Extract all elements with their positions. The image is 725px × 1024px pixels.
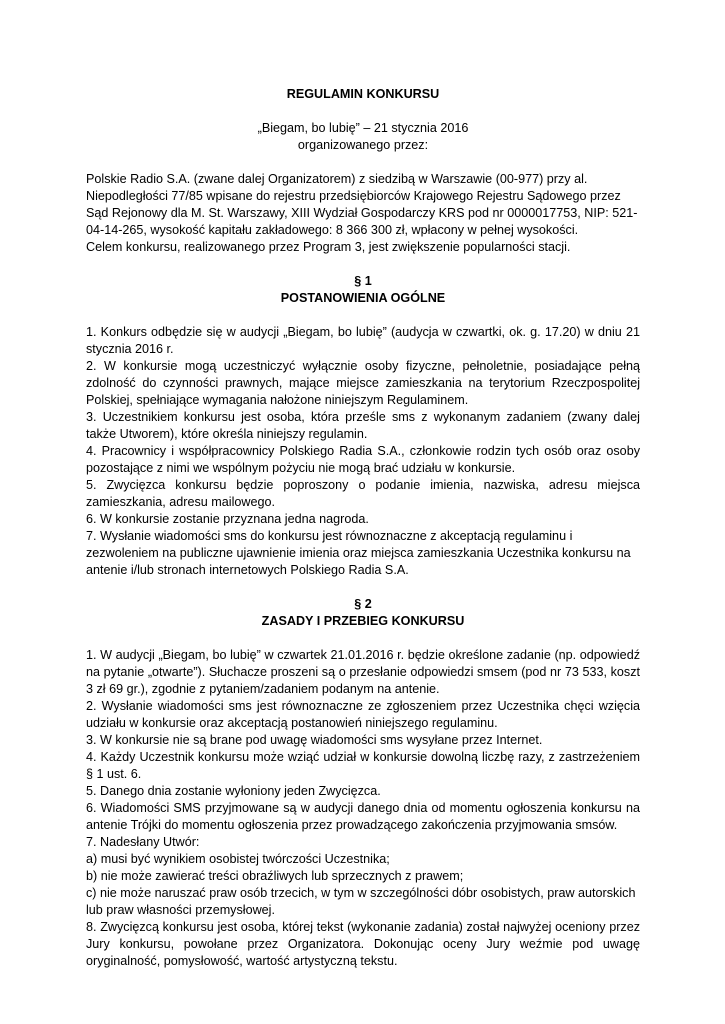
intro-text: Celem konkursu, realizowanego przez Program 3, jest zwiększenie popularności stacji. <box>86 240 571 254</box>
list-item: 5. Zwycięzca konkursu będzie poproszony o podanie imienia, nazwiska, adresu miejsca zamieszkania, adresu mailowego. <box>86 478 640 509</box>
list-item: b) nie może zawierać treści obraźliwych lub sprzecznych z prawem; <box>86 869 464 883</box>
subtitle-line: organizowanego przez: <box>297 138 429 152</box>
subtitle-line: „Biegam, bo lubię” – 21 stycznia 2016 <box>257 121 469 135</box>
list-item: 4. Pracownicy i współpracownicy Polskiego Radia S.A., członkowie rodzin tych osób oraz osoby pozostające z nimi we wspólnym pożyciu nie mogą brać udziału w konkursie. <box>86 444 640 475</box>
intro-text: Polskie Radio S.A. (zwane dalej Organizatorem) z siedzibą w Warszawie (00-977) przy al. Niepodległości 77/85 wpisane do rejestru przedsiębiorców Krajowego Rejestru Sądowego przez Sąd Rejonowy dla M. St. Warszawy, XIII Wydział Gospodarczy KRS pod nr 0000017753, NIP: 521-04-14-265, wysokość kapitału zakładowego: 8 366 300 zł, wpłacony w pełnej wysokości. <box>86 172 638 237</box>
list-item: a) musi być wynikiem osobistej twórczości Uczestnika; <box>86 852 390 866</box>
list-item: 8. Zwycięzcą konkursu jest osoba, której tekst (wykonanie zadania) został najwyżej oceniony przez Jury konkursu, powołane przez Organizatora. Dokonując oceny Jury weźmie pod uwagę oryginalność, pomysłowość, wartość artystyczną tekstu. <box>86 920 640 968</box>
list-item: 3. Uczestnikiem konkursu jest osoba, która prześle sms z wykonanym zadaniem (zwany dalej także Utworem), które określa niniejszy regulamin. <box>86 410 640 441</box>
document-subtitle <box>86 120 640 154</box>
list-item: 7. Nadesłany Utwór: <box>86 835 200 849</box>
section-1-heading <box>86 273 640 307</box>
section-2-body <box>86 647 640 970</box>
list-item: 7. Wysłanie wiadomości sms do konkursu jest równoznaczne z akceptacją regulaminu i zezwoleniem na publiczne ujawnienie imienia oraz miejsca zamieszkania Uczestnika konkursu na antenie i/lub stronach internetowych Polskiego Radia S.A. <box>86 529 631 577</box>
section-number: § 1 <box>354 274 372 288</box>
list-item: 6. W konkursie zostanie przyznana jedna nagroda. <box>86 512 369 526</box>
list-item: 3. W konkursie nie są brane pod uwagę wiadomości sms wysyłane przez Internet. <box>86 733 543 747</box>
section-title: POSTANOWIENIA OGÓLNE <box>280 291 446 305</box>
list-item: 6. Wiadomości SMS przyjmowane są w audycji danego dnia od momentu ogłoszenia konkursu na antenie Trójki do momentu ogłoszenia przez prowadzącego zakończenia przyjmowania smsów. <box>86 801 640 832</box>
list-item: 2. Wysłanie wiadomości sms jest równoznaczne ze zgłoszeniem przez Uczestnika chęci wzięcia udziału w konkursie oraz akceptacją postanowień niniejszego regulaminu. <box>86 699 640 730</box>
list-item: 1. W audycji „Biegam, bo lubię” w czwartek 21.01.2016 r. będzie określone zadanie (np. odpowiedź na pytanie „otwarte”). Słuchacze proszeni są o przesłanie odpowiedzi smsem (pod nr 73 533, koszt 3 zł 69 gr.), zgodnie z pytaniem/zadaniem podanym na antenie. <box>86 648 640 696</box>
list-item: 4. Każdy Uczestnik konkursu może wziąć udział w konkursie dowolną liczbę razy, z zastrzeżeniem § 1 ust. 6. <box>86 750 640 781</box>
section-number: § 2 <box>354 597 372 611</box>
section-1-body <box>86 324 640 579</box>
document-title: REGULAMIN KONKURSU <box>286 87 440 101</box>
section-title: ZASADY I PRZEBIEG KONKURSU <box>261 614 465 628</box>
section-2-heading <box>86 596 640 630</box>
list-item: 2. W konkursie mogą uczestniczyć wyłącznie osoby fizyczne, pełnoletnie, posiadające pełną zdolność do czynności prawnych, mające miejsce zamieszkania na terytorium Rzeczpospolitej Polskiej, spełniające wymagania nałożone niniejszym Regulaminem. <box>86 359 640 407</box>
list-item: c) nie może naruszać praw osób trzecich, w tym w szczególności dóbr osobistych, praw autorskich lub praw własności przemysłowej. <box>86 886 636 917</box>
intro-paragraph <box>86 171 640 256</box>
list-item: 5. Danego dnia zostanie wyłoniony jeden Zwycięzca. <box>86 784 381 798</box>
list-item: 1. Konkurs odbędzie się w audycji „Biegam, bo lubię” (audycja w czwartki, ok. g. 17.20) w dniu 21 stycznia 2016 r. <box>86 325 640 356</box>
